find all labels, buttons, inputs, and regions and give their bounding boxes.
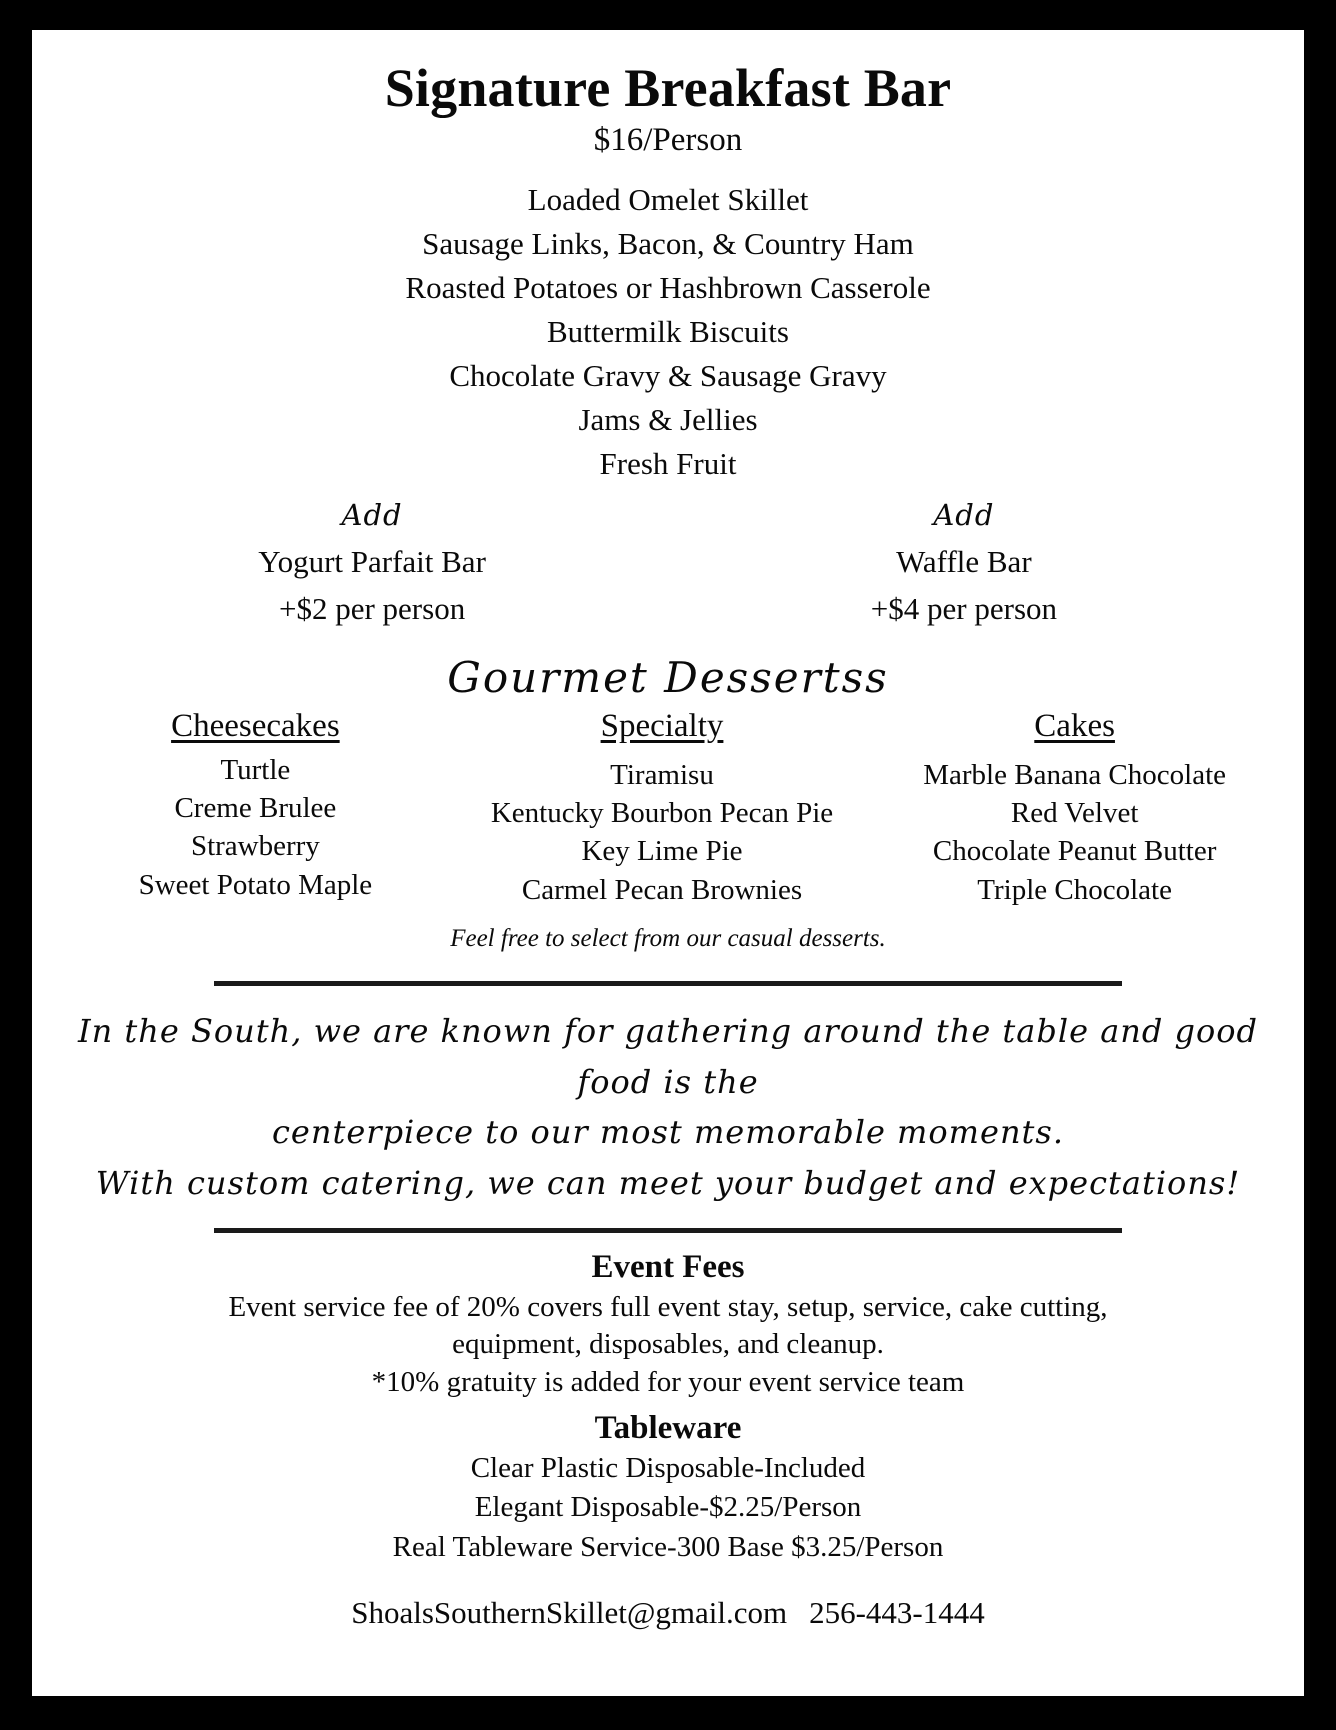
addon-label: Add — [341, 498, 403, 533]
contact-phone[interactable]: 256-443-1444 — [809, 1595, 985, 1631]
dessert-list — [441, 756, 884, 909]
list-item: Strawberry — [190, 830, 320, 863]
dessert-list — [883, 756, 1266, 909]
addon-name: Yogurt Parfait Bar — [258, 544, 486, 580]
event-fees-line-2: equipment, disposables, and cleanup. — [452, 1328, 884, 1361]
list-item: Red Velvet — [1010, 796, 1139, 829]
addon-waffle-bar — [722, 498, 1206, 632]
event-fees-gratuity-note: *10% gratuity is added for your event service team — [371, 1366, 965, 1399]
list-item: Triple Chocolate — [977, 873, 1172, 906]
tagline-line-3: With custom catering, we can meet your budget and expectations! — [95, 1163, 1241, 1202]
menu-sheet — [32, 30, 1304, 1696]
desserts-heading: Gourmet Dessertss — [447, 653, 889, 703]
dessert-column-cheesecakes — [70, 707, 441, 904]
tableware-line: Elegant Disposable-$2.25/Person — [474, 1491, 862, 1524]
tableware-line: Real Tableware Service-300 Base $3.25/Person — [392, 1530, 944, 1563]
column-header: Specialty — [600, 708, 724, 745]
addons-section — [70, 498, 1266, 632]
list-item: Buttermilk Biscuits — [547, 314, 789, 350]
breakfast-item-list — [70, 178, 1266, 486]
event-fees-heading: Event Fees — [591, 1249, 745, 1286]
list-item: Loaded Omelet Skillet — [527, 182, 809, 218]
dessert-list — [70, 751, 441, 904]
dessert-column-specialty — [441, 707, 884, 909]
list-item: Turtle — [220, 753, 291, 786]
event-fees-line-1: Event service fee of 20% covers full event stay, setup, service, cake cutting, — [228, 1290, 1108, 1323]
divider-top — [214, 981, 1123, 986]
page-title: Signature Breakfast Bar — [384, 58, 952, 118]
list-item: Chocolate Gravy & Sausage Gravy — [449, 358, 887, 394]
dessert-column-cakes — [883, 707, 1266, 909]
addon-label: Add — [933, 498, 995, 533]
column-header: Cakes — [1034, 708, 1115, 745]
divider-bottom — [214, 1228, 1123, 1233]
addon-name: Waffle Bar — [896, 544, 1032, 580]
contact-line — [70, 1593, 1266, 1633]
list-item: Roasted Potatoes or Hashbrown Casserole — [405, 270, 931, 306]
tableware-heading: Tableware — [594, 1409, 742, 1446]
list-item: Kentucky Bourbon Pecan Pie — [490, 796, 834, 829]
addon-price: +$2 per person — [278, 590, 466, 626]
tagline-line-1: In the South, we are known for gathering around the table and good food is the — [77, 1012, 1259, 1101]
list-item: Carmel Pecan Brownies — [521, 873, 803, 906]
list-item: Sausage Links, Bacon, & Country Ham — [422, 226, 914, 262]
list-item: Chocolate Peanut Butter — [932, 835, 1217, 868]
list-item: Marble Banana Chocolate — [923, 758, 1227, 791]
menu-price: $16/Person — [593, 122, 743, 159]
list-item: Fresh Fruit — [599, 446, 737, 482]
column-header: Cheesecakes — [171, 708, 340, 745]
list-item: Tiramisu — [610, 758, 714, 791]
list-item: Jams & Jellies — [578, 402, 758, 438]
list-item: Sweet Potato Maple — [138, 868, 373, 901]
tagline-block — [70, 1006, 1266, 1208]
list-item: Key Lime Pie — [581, 835, 743, 868]
casual-desserts-note: Feel free to select from our casual desserts. — [450, 924, 886, 952]
tableware-line: Clear Plastic Disposable-Included — [470, 1452, 866, 1485]
contact-email[interactable]: ShoalsSouthernSkillet@gmail.com — [351, 1595, 788, 1631]
addon-price: +$4 per person — [870, 590, 1058, 626]
desserts-columns — [70, 707, 1266, 909]
addon-yogurt-parfait-bar — [130, 498, 614, 632]
tagline-line-2: centerpiece to our most memorable moments. — [272, 1113, 1064, 1152]
list-item: Creme Brulee — [174, 791, 337, 824]
